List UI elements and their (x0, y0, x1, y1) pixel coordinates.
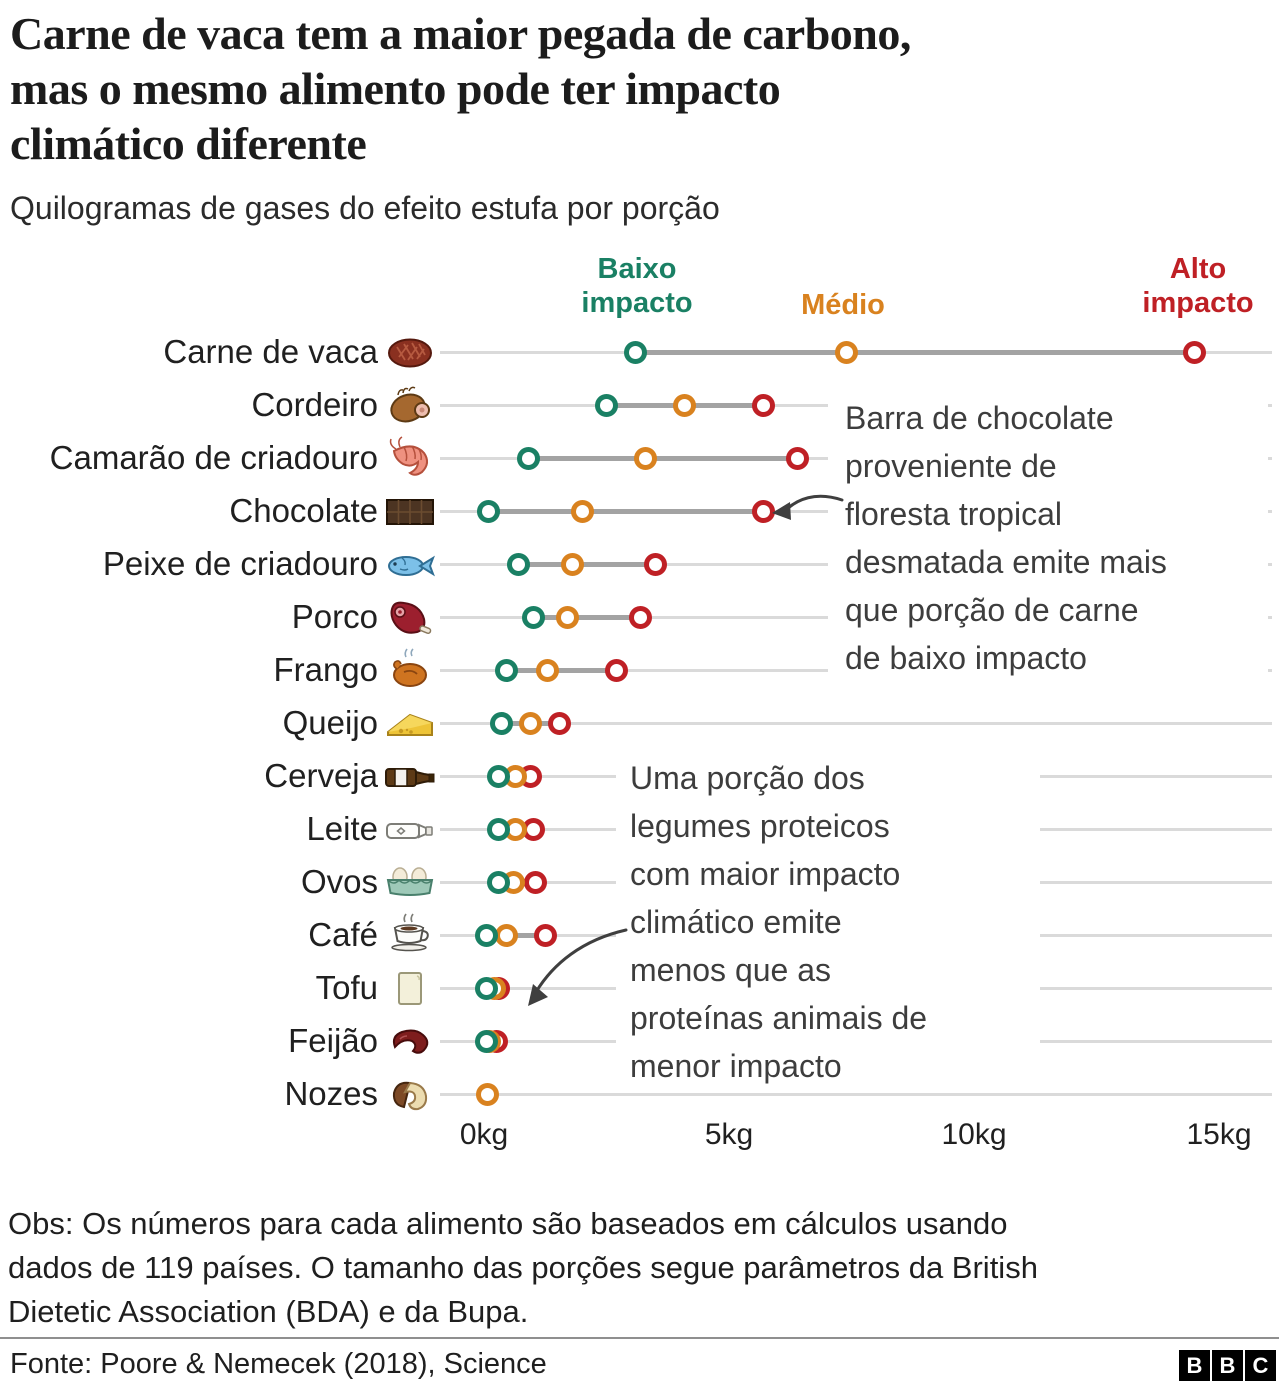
low-impact-dot (490, 712, 513, 735)
legumes-annotation-line: climático emite (630, 904, 842, 940)
row-label: Feijão (288, 1022, 378, 1059)
high-impact-dot (524, 871, 547, 894)
x-axis-tick: 15kg (1186, 1118, 1252, 1151)
legumes-annotation-line: menor impacto (630, 1048, 842, 1084)
legend-low-line: Baixo (597, 253, 677, 285)
low-impact-dot (475, 977, 498, 1000)
row-label: Camarão de criadouro (49, 439, 378, 476)
footnote-line: Obs: Os números para cada alimento são baseados em cálculos usando (8, 1206, 1008, 1241)
legumes-annotation-line: com maior impacto (630, 856, 901, 892)
footnote-line: Dietetic Association (BDA) e da Bupa. (8, 1294, 529, 1329)
medium-impact-dot (673, 394, 696, 417)
legumes-annotation-line: proteínas animais de (630, 1000, 928, 1036)
medium-impact-dot (476, 1083, 499, 1106)
high-impact-dot (1183, 341, 1206, 364)
high-impact-dot (752, 394, 775, 417)
medium-impact-dot (519, 712, 542, 735)
chocolate-annotation-line: Barra de chocolate (845, 400, 1114, 436)
row-label: Porco (291, 598, 378, 635)
high-impact-dot (629, 606, 652, 629)
low-impact-dot (477, 500, 500, 523)
cheese-icon (384, 701, 436, 745)
chocolate-annotation-line: proveniente de (845, 448, 1057, 484)
chocolate-annotation-line: desmatada emite mais (845, 544, 1167, 580)
bbc-logo-letter: C (1245, 1350, 1276, 1381)
low-impact-dot (624, 341, 647, 364)
row-label: Queijo (282, 704, 378, 741)
chart-subtitle: Quilogramas de gases do efeito estufa por porção (10, 190, 720, 226)
medium-impact-dot (835, 341, 858, 364)
row-label: Cerveja (264, 757, 378, 794)
legumes-annotation-line: legumes proteicos (630, 808, 890, 844)
row-range-line (528, 456, 798, 461)
high-impact-dot (752, 500, 775, 523)
row-range-line (489, 509, 763, 514)
x-axis-tick: 0kg (459, 1118, 509, 1151)
low-impact-dot (487, 818, 510, 841)
row-label: Chocolate (229, 492, 378, 529)
coffee-icon (384, 913, 436, 957)
row-range-line (636, 350, 1195, 355)
chocolate-annotation-line: de baixo impacto (845, 640, 1087, 676)
low-impact-dot (522, 606, 545, 629)
legend-low-line: impacto (581, 287, 693, 319)
row-range-line (506, 668, 616, 673)
high-impact-dot (548, 712, 571, 735)
low-impact-dot (475, 1030, 498, 1053)
bbc-logo (1179, 1350, 1276, 1381)
row-range-line (533, 615, 641, 620)
medium-impact-dot (495, 924, 518, 947)
legumes-annotation-line: menos que as (630, 952, 832, 988)
row-label: Carne de vaca (163, 333, 378, 370)
legumes-annotation-line: Uma porção dos (630, 760, 865, 796)
medium-impact-dot (556, 606, 579, 629)
tofu-icon (384, 966, 436, 1010)
page-title-line: mas o mesmo alimento pode ter impacto (10, 63, 781, 114)
medium-impact-dot (536, 659, 559, 682)
ham-icon (384, 595, 436, 639)
footnote (8, 1202, 1270, 1334)
milk-icon (384, 807, 436, 851)
x-axis-tick: 10kg (941, 1118, 1007, 1151)
low-impact-dot (595, 394, 618, 417)
lamb-icon (384, 383, 436, 427)
bbc-logo-letter: B (1179, 1350, 1210, 1381)
bean-icon (384, 1019, 436, 1063)
page-title (10, 6, 1260, 171)
page-title-line: climático diferente (10, 118, 367, 169)
legend-high (1038, 252, 1279, 320)
chocolate-annotation-text (845, 394, 1167, 682)
footer-divider (0, 1337, 1279, 1339)
medium-impact-dot (571, 500, 594, 523)
low-impact-dot (507, 553, 530, 576)
medium-impact-dot (634, 447, 657, 470)
row-label: Leite (306, 810, 378, 847)
beer-icon (384, 754, 436, 798)
x-axis-tick: 5kg (704, 1118, 754, 1151)
steak-icon (384, 330, 436, 374)
footnote-line: dados de 119 países. O tamanho das porções segue parâmetros da British (8, 1250, 1038, 1285)
legend-medium (683, 288, 1003, 322)
row-label: Ovos (300, 863, 378, 900)
low-impact-dot (475, 924, 498, 947)
row-range-line (518, 562, 655, 567)
high-impact-dot (605, 659, 628, 682)
medium-impact-dot (561, 553, 584, 576)
nuts-icon (384, 1072, 436, 1116)
low-impact-dot (517, 447, 540, 470)
low-impact-dot (487, 871, 510, 894)
high-impact-dot (786, 447, 809, 470)
legend-high-line: Alto (1169, 253, 1227, 285)
chocolate-annotation-line: que porção de carne (845, 592, 1139, 628)
legend-high-line: impacto (1142, 287, 1254, 319)
legend-medium-line: Médio (801, 289, 885, 321)
low-impact-dot (487, 765, 510, 788)
bbc-logo-letter: B (1212, 1350, 1243, 1381)
row-label: Peixe de criadouro (102, 545, 378, 582)
row-gridline (440, 1093, 1272, 1096)
eggs-icon (384, 860, 436, 904)
row-label: Cordeiro (251, 386, 378, 423)
chocolate-annotation-line: floresta tropical (845, 496, 1062, 532)
page-title-line: Carne de vaca tem a maior pegada de carbono, (10, 8, 911, 59)
high-impact-dot (534, 924, 557, 947)
high-impact-dot (644, 553, 667, 576)
legumes-annotation-text (630, 754, 927, 1090)
row-label: Frango (273, 651, 378, 688)
low-impact-dot (495, 659, 518, 682)
shrimp-icon (384, 436, 436, 480)
fish-icon (384, 542, 436, 586)
row-label: Café (308, 916, 378, 953)
chicken-icon (384, 648, 436, 692)
source-line: Fonte: Poore & Nemecek (2018), Science (10, 1348, 547, 1380)
row-label: Tofu (315, 969, 378, 1006)
chocolate-icon (384, 489, 436, 533)
row-label: Nozes (284, 1075, 378, 1112)
